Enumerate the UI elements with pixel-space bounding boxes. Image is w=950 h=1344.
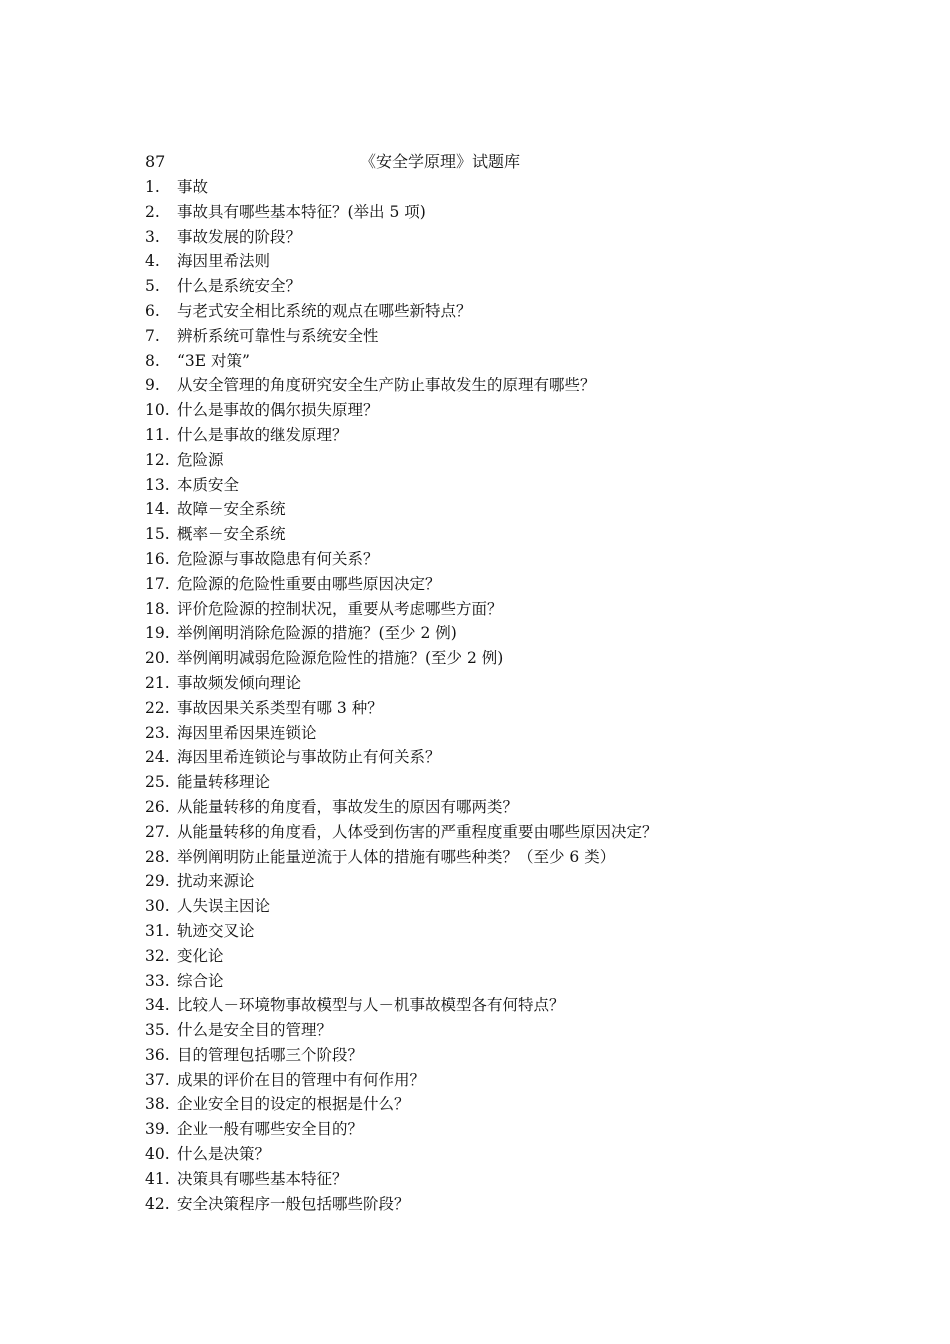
question-item — [145, 646, 865, 671]
question-number: 9. — [145, 376, 160, 395]
question-text: 与老式安全相比系统的观点在哪些新特点？ — [177, 301, 472, 320]
question-item — [145, 671, 865, 696]
question-number: 17. — [145, 574, 170, 593]
question-item — [145, 522, 865, 547]
question-number: 24. — [145, 748, 170, 767]
question-number: 33. — [145, 971, 170, 990]
question-item — [145, 1167, 865, 1192]
question-text: 海因里希连锁论与事故防止有何关系？ — [177, 748, 441, 767]
question-text: 评价危险源的控制状况，重要从考虑哪些方面？ — [177, 599, 503, 618]
question-number: 5. — [145, 277, 160, 296]
question-text: 安全决策程序一般包括哪些阶段？ — [177, 1194, 410, 1213]
question-text: 海因里希因果连锁论 — [177, 723, 317, 742]
question-text: 从安全管理的角度研究安全生产防止事故发生的原理有哪些？ — [177, 376, 596, 395]
question-number: 2. — [145, 202, 160, 221]
question-item — [145, 1192, 865, 1217]
question-text: 决策具有哪些基本特征？ — [177, 1169, 348, 1188]
question-number: 4. — [145, 252, 160, 271]
question-text: 变化论 — [177, 946, 224, 965]
question-number: 39. — [145, 1120, 170, 1139]
question-number: 14. — [145, 500, 170, 519]
question-item — [145, 448, 865, 473]
question-item — [145, 621, 865, 646]
question-text: 事故具有哪些基本特征？(举出 5 项) — [177, 202, 426, 221]
question-text: 危险源 — [177, 450, 224, 469]
question-text: 本质安全 — [177, 475, 240, 494]
question-number: 3. — [145, 227, 160, 246]
question-item — [145, 349, 865, 374]
question-item — [145, 398, 865, 423]
question-text: 什么是事故的偶尔损失原理？ — [177, 401, 379, 420]
question-item — [145, 200, 865, 225]
question-item — [145, 175, 865, 200]
question-number: 20. — [145, 649, 170, 668]
question-text: 人失误主因论 — [177, 897, 271, 916]
question-number: 6. — [145, 301, 160, 320]
question-text: 举例阐明消除危险源的措施？(至少 2 例) — [177, 624, 457, 643]
question-text: “3E 对策” — [177, 351, 250, 370]
question-item — [145, 597, 865, 622]
question-text: 什么是安全目的管理？ — [177, 1021, 333, 1040]
question-number: 41. — [145, 1169, 170, 1188]
page-header — [145, 151, 825, 173]
question-item — [145, 1043, 865, 1068]
question-text: 扰动来源论 — [177, 872, 255, 891]
question-number: 31. — [145, 921, 170, 940]
question-item — [145, 1117, 865, 1142]
question-item — [145, 225, 865, 250]
question-item — [145, 745, 865, 770]
question-item — [145, 473, 865, 498]
page-number: 87 — [145, 152, 166, 171]
document-title: 《安全学原理》试题库 — [360, 152, 521, 171]
question-number: 29. — [145, 872, 170, 891]
question-text: 举例阐明减弱危险源危险性的措施？(至少 2 例) — [177, 649, 504, 668]
question-text: 企业一般有哪些安全目的？ — [177, 1120, 364, 1139]
question-list — [145, 175, 865, 1216]
question-item — [145, 993, 865, 1018]
question-text: 什么是决策？ — [177, 1145, 271, 1164]
question-item — [145, 324, 865, 349]
question-text: 危险源的危险性重要由哪些原因决定？ — [177, 574, 441, 593]
question-item — [145, 894, 865, 919]
question-item — [145, 1142, 865, 1167]
question-text: 从能量转移的角度看，事故发生的原因有哪两类？ — [177, 797, 519, 816]
question-item — [145, 1092, 865, 1117]
question-text: 海因里希法则 — [177, 252, 271, 271]
question-item — [145, 969, 865, 994]
question-number: 15. — [145, 525, 170, 544]
question-number: 25. — [145, 773, 170, 792]
question-number: 7. — [145, 326, 160, 345]
question-text: 事故因果关系类型有哪 3 种？ — [177, 698, 383, 717]
question-number: 36. — [145, 1045, 170, 1064]
question-item — [145, 423, 865, 448]
question-item — [145, 820, 865, 845]
question-item — [145, 497, 865, 522]
question-number: 26. — [145, 797, 170, 816]
question-item — [145, 869, 865, 894]
question-number: 10. — [145, 401, 170, 420]
question-item — [145, 547, 865, 572]
question-text: 事故发展的阶段？ — [177, 227, 302, 246]
question-item — [145, 944, 865, 969]
question-text: 概率－安全系统 — [177, 525, 286, 544]
question-text: 综合论 — [177, 971, 224, 990]
question-number: 34. — [145, 996, 170, 1015]
question-number: 12. — [145, 450, 170, 469]
question-text: 轨迹交叉论 — [177, 921, 255, 940]
question-item — [145, 572, 865, 597]
question-text: 成果的评价在目的管理中有何作用？ — [177, 1070, 426, 1089]
question-text: 事故 — [177, 178, 209, 196]
question-text: 故障－安全系统 — [177, 500, 286, 519]
question-number: 40. — [145, 1145, 170, 1164]
question-number: 22. — [145, 698, 170, 717]
question-number: 19. — [145, 624, 170, 643]
question-text: 企业安全目的设定的根据是什么？ — [177, 1095, 410, 1114]
question-number: 38. — [145, 1095, 170, 1114]
question-item — [145, 845, 865, 870]
question-item — [145, 795, 865, 820]
question-item — [145, 696, 865, 721]
question-text: 什么是系统安全？ — [177, 277, 302, 296]
question-number: 8. — [145, 351, 160, 370]
question-text: 举例阐明防止能量逆流于人体的措施有哪些种类？（至少 6 类） — [177, 847, 616, 866]
question-number: 32. — [145, 946, 170, 965]
question-text: 比较人－环境物事故模型与人－机事故模型各有何特点？ — [177, 996, 565, 1015]
question-item — [145, 1018, 865, 1043]
question-number: 30. — [145, 897, 170, 916]
question-text: 能量转移理论 — [177, 773, 271, 792]
question-number: 37. — [145, 1070, 170, 1089]
question-item — [145, 770, 865, 795]
question-text: 危险源与事故隐患有何关系？ — [177, 549, 379, 568]
question-number: 35. — [145, 1021, 170, 1040]
question-number: 27. — [145, 822, 170, 841]
question-number: 28. — [145, 847, 170, 866]
question-number: 13. — [145, 475, 170, 494]
question-number: 16. — [145, 549, 170, 568]
question-item — [145, 721, 865, 746]
question-text: 辨析系统可靠性与系统安全性 — [177, 326, 379, 345]
question-number: 23. — [145, 723, 170, 742]
question-text: 从能量转移的角度看，人体受到伤害的严重程度重要由哪些原因决定？ — [177, 822, 658, 841]
question-item — [145, 373, 865, 398]
question-number: 1. — [145, 178, 160, 196]
question-item — [145, 1068, 865, 1093]
question-item — [145, 919, 865, 944]
question-text: 什么是事故的继发原理？ — [177, 425, 348, 444]
question-item — [145, 249, 865, 274]
question-text: 目的管理包括哪三个阶段？ — [177, 1045, 364, 1064]
question-number: 18. — [145, 599, 170, 618]
question-number: 21. — [145, 673, 170, 692]
question-text: 事故频发倾向理论 — [177, 673, 302, 692]
question-item — [145, 274, 865, 299]
question-item — [145, 299, 865, 324]
question-number: 42. — [145, 1194, 170, 1213]
question-number: 11. — [145, 425, 170, 444]
